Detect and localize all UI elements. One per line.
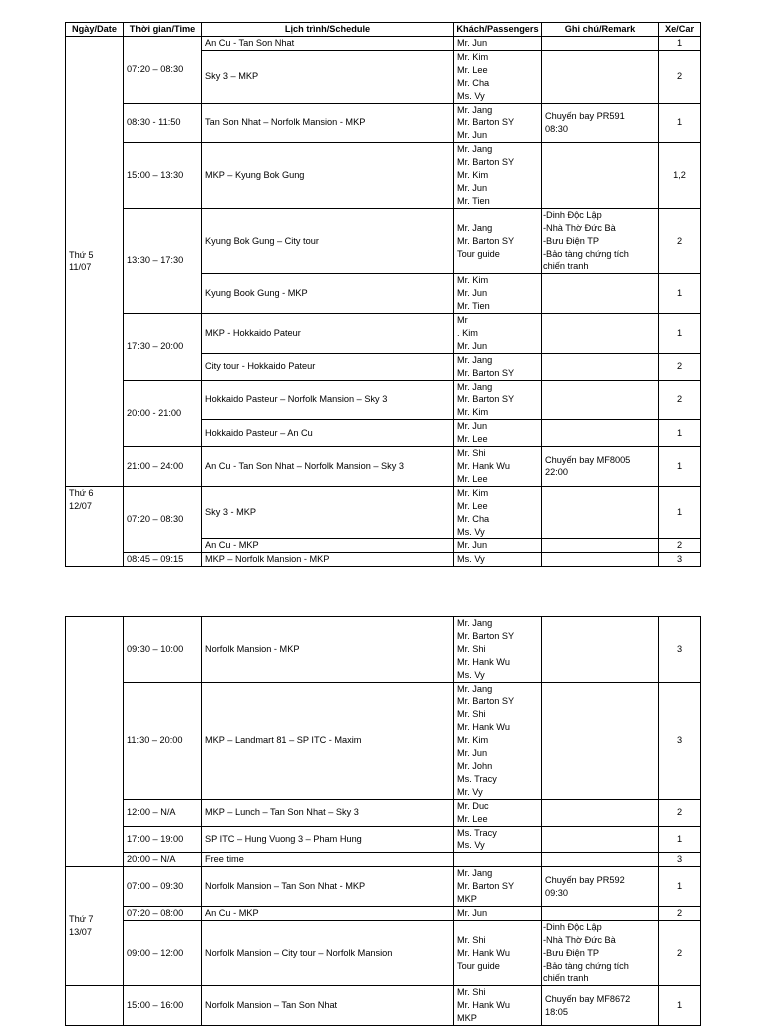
passenger-name: Mr. Barton SY — [457, 157, 515, 168]
car-cell: 1 — [659, 420, 701, 447]
passengers-cell — [454, 867, 542, 907]
schedule-table-page-2 — [65, 616, 701, 1026]
passenger-name: Ms. Vy — [457, 90, 485, 101]
passengers-cell — [454, 50, 542, 103]
table-row — [66, 103, 701, 143]
passenger-name: Mr. Jang — [457, 144, 493, 155]
day-cell: Thứ 6 12/07 — [66, 486, 124, 566]
passenger-name: Mr. Jun — [457, 182, 488, 193]
day-cell-empty — [66, 617, 124, 867]
schedule-cell: Sky 3 – MKP — [202, 50, 454, 103]
passenger-name: Mr. Duc — [457, 800, 489, 811]
passenger-name: Mr. Jang — [457, 683, 493, 694]
remark-cell — [542, 682, 659, 799]
passenger-name: Mr. Jang — [457, 868, 493, 879]
passengers-cell — [454, 274, 542, 314]
table-row — [66, 37, 701, 51]
car-cell: 2 — [659, 50, 701, 103]
passenger-name: Mr. Barton SY — [457, 235, 515, 246]
passenger-name: Mr. Jun — [457, 748, 488, 759]
passengers-cell — [454, 539, 542, 553]
time-cell: 20:00 - 21:00 — [124, 380, 202, 447]
schedule-cell: An Cu - MKP — [202, 906, 454, 920]
table-row — [66, 906, 701, 920]
passenger-name: Mr. Shi — [457, 643, 486, 654]
table-row — [66, 986, 701, 1026]
schedule-cell: Hokkaido Pasteur – An Cu — [202, 420, 454, 447]
remark-cell — [542, 103, 659, 143]
remark-text: Chuyến bay MF8672 18:05 — [545, 993, 631, 1017]
remark-cell — [542, 553, 659, 567]
remark-cell — [542, 539, 659, 553]
passenger-name: Mr. Kim — [457, 275, 489, 286]
time-cell: 07:20 – 08:00 — [124, 906, 202, 920]
passengers-cell — [454, 682, 542, 799]
car-cell: 1 — [659, 486, 701, 539]
passenger-name: Mr. Jang — [457, 381, 493, 392]
schedule-cell: Tan Son Nhat – Norfolk Mansion - MKP — [202, 103, 454, 143]
time-cell: 07:00 – 09:30 — [124, 867, 202, 907]
passenger-name: MKP — [457, 894, 477, 905]
passenger-name: Mr. Cha — [457, 77, 490, 88]
table-row — [66, 867, 701, 907]
remark-cell — [542, 274, 659, 314]
time-cell: 21:00 – 24:00 — [124, 447, 202, 487]
header-schedule: Lịch trình/Schedule — [202, 23, 454, 37]
passenger-name: Mr. Hank Wu — [457, 461, 510, 471]
passengers-cell — [454, 420, 542, 447]
passenger-name: Mr. Lee — [457, 500, 488, 511]
schedule-table-page-1 — [65, 22, 701, 567]
passenger-name: Mr. Hank Wu — [457, 1000, 510, 1011]
remark-cell — [542, 380, 659, 420]
car-cell: 1 — [659, 447, 701, 487]
passenger-name: Ms. Vy — [457, 526, 485, 537]
remark-text: Chuyến bay MF8005 22:00 — [545, 454, 631, 478]
table-row — [66, 920, 701, 986]
remark-cell — [542, 143, 659, 209]
passenger-name: Ms. Vy — [457, 669, 485, 680]
day-cell: Thứ 5 11/07 — [66, 37, 124, 487]
passenger-name: Mr. Cha — [457, 513, 490, 524]
schedule-cell: Norfolk Mansion - MKP — [202, 617, 454, 683]
passengers-cell — [454, 986, 542, 1026]
header-time: Thời gian/Time — [124, 23, 202, 37]
day-cell: Thứ 7 13/07 — [66, 867, 124, 986]
passenger-name: Mr. Lee — [457, 64, 488, 75]
car-cell: 2 — [659, 380, 701, 420]
car-cell: 2 — [659, 799, 701, 826]
remark-cell — [542, 617, 659, 683]
remark-cell — [542, 486, 659, 539]
time-cell: 17:30 – 20:00 — [124, 314, 202, 381]
table-row — [66, 799, 701, 826]
schedule-cell: Norfolk Mansion – Tan Son Nhat - MKP — [202, 867, 454, 907]
passenger-name: Mr. Kim — [457, 170, 489, 181]
time-cell: 09:30 – 10:00 — [124, 617, 202, 683]
car-cell: 1 — [659, 103, 701, 143]
time-cell: 07:20 – 08:30 — [124, 37, 202, 104]
schedule-cell: Kyung Book Gung - MKP — [202, 274, 454, 314]
remark-cell — [542, 447, 659, 487]
schedule-cell: Norfolk Mansion – Tan Son Nhat — [202, 986, 454, 1026]
schedule-cell: MKP – Norfolk Mansion - MKP — [202, 553, 454, 567]
header-remark: Ghi chú/Remark — [542, 23, 659, 37]
passenger-name: Mr. Barton SY — [457, 630, 515, 641]
passenger-name: Mr. Kim — [457, 407, 489, 418]
schedule-cell: City tour - Hokkaido Pateur — [202, 353, 454, 380]
passengers-cell — [454, 314, 542, 354]
passenger-name: Mr. Lee — [457, 813, 488, 824]
passenger-name: Ms. Tracy — [457, 773, 497, 784]
passenger-name: Ms. Vy — [457, 840, 485, 851]
schedule-cell: Kyung Bok Gung – City tour — [202, 208, 454, 274]
passenger-name: Ms. Vy — [457, 554, 485, 565]
time-cell: 15:00 – 16:00 — [124, 986, 202, 1026]
passenger-name: Mr. Barton SY — [457, 696, 515, 707]
remark-cell — [542, 353, 659, 380]
passenger-name: Mr. Lee — [457, 434, 488, 445]
schedule-cell: Norfolk Mansion – City tour – Norfolk Mansion — [202, 920, 454, 986]
header-car: Xe/Car — [659, 23, 701, 37]
passengers-cell — [454, 920, 542, 986]
passengers-cell — [454, 380, 542, 420]
remark-cell — [542, 867, 659, 907]
schedule-cell: Hokkaido Pasteur – Norfolk Mansion – Sky 3 — [202, 380, 454, 420]
car-cell: 2 — [659, 353, 701, 380]
header-row — [66, 23, 701, 37]
passenger-name: Mr. John — [457, 760, 493, 771]
car-cell: 3 — [659, 853, 701, 867]
table-row — [66, 143, 701, 209]
car-cell: 1,2 — [659, 143, 701, 209]
passengers-cell — [454, 447, 542, 487]
passenger-name: Mr. Lee — [457, 473, 488, 484]
table-row — [66, 853, 701, 867]
passenger-name: Ms. Tracy — [457, 827, 497, 838]
passengers-cell — [454, 486, 542, 539]
schedule-cell: MKP – Landmart 81 – SP ITC - Maxim — [202, 682, 454, 799]
passengers-cell — [454, 853, 542, 867]
table-row — [66, 447, 701, 487]
passenger-name: Tour guide — [457, 248, 500, 259]
passengers-cell — [454, 208, 542, 274]
car-cell: 1 — [659, 314, 701, 354]
schedule-cell: An Cu - Tan Son Nhat – Norfolk Mansion – Sky 3 — [202, 447, 454, 487]
table-row — [66, 553, 701, 567]
remark-cell — [542, 920, 659, 986]
car-cell: 2 — [659, 208, 701, 274]
table-row — [66, 682, 701, 799]
passenger-name: Mr. Hank Wu — [457, 947, 510, 958]
passengers-cell — [454, 353, 542, 380]
time-cell: 09:00 – 12:00 — [124, 920, 202, 986]
schedule-cell: An Cu - Tan Son Nhat — [202, 37, 454, 51]
passenger-name: Mr. Jang — [457, 354, 493, 365]
schedule-cell: SP ITC – Hung Vuong 3 – Pham Hung — [202, 826, 454, 853]
passenger-name: Mr. Jun — [457, 421, 488, 432]
schedule-cell: An Cu - MKP — [202, 539, 454, 553]
remark-cell — [542, 420, 659, 447]
time-cell: 08:30 - 11:50 — [124, 103, 202, 143]
remark-text: Chuyến bay PR592 09:30 — [545, 874, 625, 898]
car-cell: 1 — [659, 826, 701, 853]
passenger-name: Mr. Jang — [457, 618, 493, 628]
schedule-cell: MKP - Hokkaido Pateur — [202, 314, 454, 354]
passengers-cell — [454, 906, 542, 920]
remark-cell — [542, 906, 659, 920]
car-cell: 3 — [659, 553, 701, 567]
passenger-name: Tour guide — [457, 960, 500, 971]
schedule-cell: MKP – Kyung Bok Gung — [202, 143, 454, 209]
passenger-name: Mr. Kim — [457, 51, 489, 62]
passenger-name: . Kim — [457, 327, 478, 338]
passenger-name: MKP — [457, 1013, 477, 1024]
passenger-name: Mr. Tien — [457, 301, 490, 312]
header-date: Ngày/Date — [66, 23, 124, 37]
time-cell: 07:20 – 08:30 — [124, 486, 202, 553]
car-cell: 2 — [659, 539, 701, 553]
time-cell: 20:00 – N/A — [124, 853, 202, 867]
passengers-cell — [454, 617, 542, 683]
table-row — [66, 617, 701, 683]
passenger-name: Mr. Barton SY — [457, 367, 515, 378]
passenger-name: Mr. Jun — [457, 288, 488, 299]
passenger-name: Mr. Kim — [457, 487, 489, 498]
passenger-name: Mr. Shi — [457, 709, 486, 720]
passenger-name: Mr. Jun — [457, 130, 488, 141]
passenger-name: Mr. Hank Wu — [457, 722, 510, 733]
table-row — [66, 208, 701, 274]
passengers-cell — [454, 799, 542, 826]
table-row — [66, 826, 701, 853]
remark-text: -Dinh Độc Lập -Nhà Thờ Đức Bà -Bưu Điện TP -Bảo tàng chứng tích chiến tranh — [543, 209, 629, 272]
passengers-cell — [454, 826, 542, 853]
passenger-name: Mr. Jun — [457, 38, 488, 48]
passengers-cell — [454, 103, 542, 143]
car-cell: 1 — [659, 867, 701, 907]
car-cell: 3 — [659, 682, 701, 799]
car-cell: 2 — [659, 920, 701, 986]
time-cell: 11:30 – 20:00 — [124, 682, 202, 799]
schedule-cell: MKP – Lunch – Tan Son Nhat – Sky 3 — [202, 799, 454, 826]
passenger-name: Mr. Hank Wu — [457, 656, 510, 667]
passenger-name: Mr. Tien — [457, 195, 490, 206]
car-cell: 1 — [659, 986, 701, 1026]
passenger-name: Mr. Kim — [457, 735, 489, 746]
passenger-name: Mr. Shi — [457, 934, 486, 945]
car-cell: 1 — [659, 274, 701, 314]
passenger-name: Mr. Jang — [457, 222, 493, 233]
schedule-cell: Free time — [202, 853, 454, 867]
remark-cell — [542, 314, 659, 354]
car-cell: 2 — [659, 906, 701, 920]
table-row — [66, 380, 701, 420]
time-cell: 08:45 – 09:15 — [124, 553, 202, 567]
remark-cell — [542, 986, 659, 1026]
passengers-cell — [454, 553, 542, 567]
passengers-cell — [454, 37, 542, 51]
time-cell: 13:30 – 17:30 — [124, 208, 202, 313]
passenger-name: Mr — [457, 315, 468, 326]
passenger-name: Mr. Jun — [457, 540, 488, 551]
passenger-name: Mr. Barton SY — [457, 881, 515, 892]
passenger-name: Mr. Barton SY — [457, 117, 515, 128]
remark-cell — [542, 826, 659, 853]
schedule-cell: Sky 3 - MKP — [202, 486, 454, 539]
passenger-name: Mr. Jun — [457, 907, 488, 918]
passenger-name: Mr. Jun — [457, 340, 488, 351]
table-row — [66, 314, 701, 354]
header-passengers: Khách/Passengers — [454, 23, 542, 37]
car-cell: 3 — [659, 617, 701, 683]
car-cell: 1 — [659, 37, 701, 51]
remark-cell — [542, 799, 659, 826]
passenger-name: Mr. Barton SY — [457, 394, 515, 405]
day-cell-empty — [66, 986, 124, 1026]
remark-cell — [542, 208, 659, 274]
remark-cell — [542, 50, 659, 103]
remark-cell — [542, 853, 659, 867]
table-row — [66, 486, 701, 539]
remark-text: Chuyến bay PR591 08:30 — [545, 110, 625, 134]
remark-text: -Dinh Độc Lập -Nhà Thờ Đức Bà -Bưu Điện TP -Bảo tàng chứng tích chiến tranh — [543, 921, 629, 984]
passenger-name: Mr. Shi — [457, 987, 486, 998]
time-cell: 12:00 – N/A — [124, 799, 202, 826]
remark-cell — [542, 37, 659, 51]
passenger-name: Mr. Shi — [457, 448, 486, 459]
passengers-cell — [454, 143, 542, 209]
time-cell: 17:00 – 19:00 — [124, 826, 202, 853]
passenger-name: Mr. Jang — [457, 104, 493, 115]
passenger-name: Mr. Vy — [457, 786, 483, 797]
time-cell: 15:00 – 13:30 — [124, 143, 202, 209]
